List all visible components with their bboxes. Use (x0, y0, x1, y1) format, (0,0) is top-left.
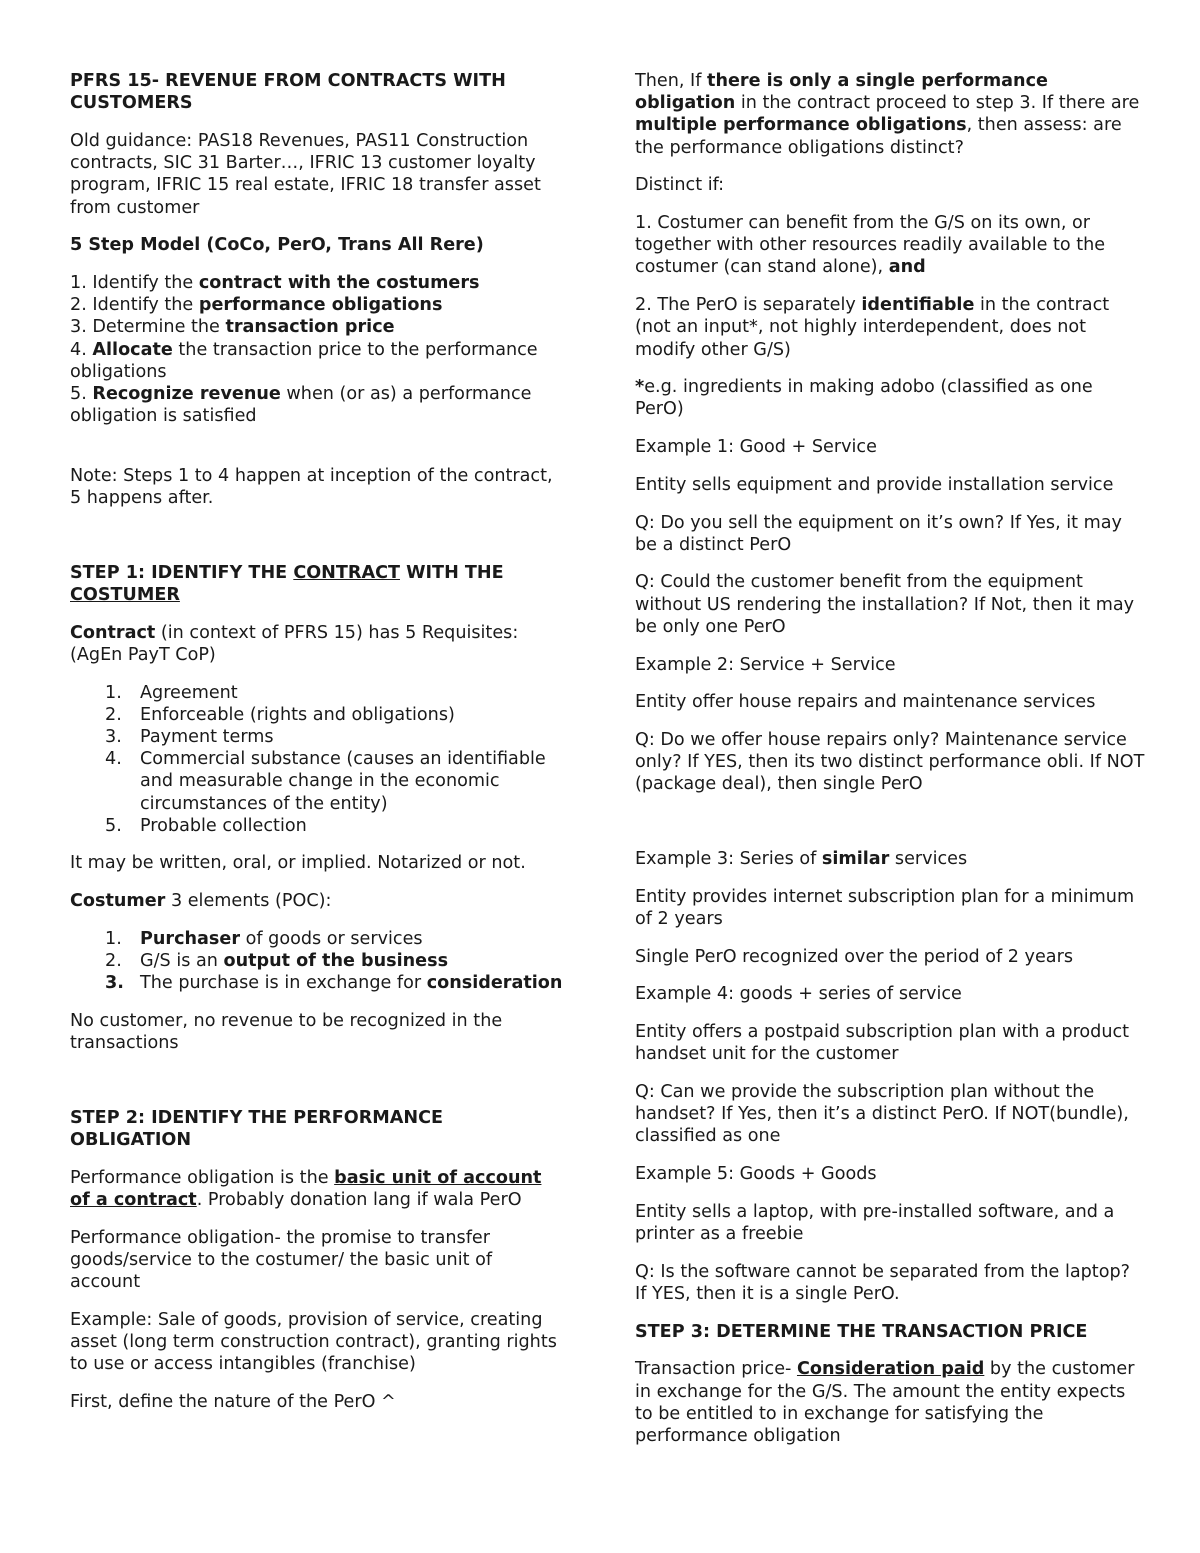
list-item: 2. G/S is an output of the business (105, 951, 449, 972)
then-paragraph: Then, If there is only a single performance obligation in the contract proceed to step 3. If there are multiple performance obligations, then assess: are the performance obligations distinct? (635, 71, 1140, 158)
example5-title: Example 5: Goods + Goods (635, 1164, 877, 1185)
example2-desc: Entity offer house repairs and maintenance services (635, 692, 1096, 713)
step-item-4: 4. Allocate the transaction price to the performance obligations (70, 339, 538, 382)
old-guidance: Old guidance: PAS18 Revenues, PAS11 Construction contracts, SIC 31 Barter…, IFRIC 13 customer loyalty program, IFRIC 15 real estate, IFRIC 18 transfer asset from customer (70, 130, 541, 218)
list-item: 4. Commercial substance (causes an identifiable and measurable change in the economic circumstances of the entity) (105, 749, 546, 814)
example4-title: Example 4: goods + series of service (635, 984, 962, 1005)
example4-desc: Entity offers a postpaid subscription plan with a product handset unit for the customer (635, 1022, 1130, 1065)
document-title: PFRS 15- REVENUE FROM CONTRACTS WITH CUSTOMERS (70, 71, 506, 114)
example5-desc: Entity sells a laptop, with pre-installed software, and a printer as a freebie (635, 1201, 1115, 1245)
list-item: 3. The purchase is in exchange for consideration (105, 973, 563, 994)
example4-q: Q: Can we provide the subscription plan without the handset? If Yes, then it’s a distinct PerO. If NOT(bundle), classified as one (635, 1082, 1129, 1147)
input-example: *e.g. ingredients in making adobo (classified as one PerO) (635, 377, 1093, 420)
list-item: 2. Enforceable (rights and obligations) (105, 704, 455, 725)
note: Note: Steps 1 to 4 happen at inception of the contract, 5 happens after. (70, 465, 553, 509)
example2-q: Q: Do we offer house repairs only? Maintenance service only? If YES, then its two distinct performance obli. If NOT (package deal), then single PerO (635, 729, 1145, 795)
example2-title: Example 2: Service + Service (635, 654, 896, 675)
step3-heading: STEP 3: DETERMINE THE TRANSACTION PRICE (635, 1321, 1088, 1342)
costumer-elements-intro: Costumer 3 elements (POC): (70, 891, 332, 912)
step-item-2: 2. Identify the performance obligations (70, 295, 443, 316)
pero-definition: Performance obligation is the basic unit of account of a contract. Probably donation lang if wala PerO (70, 1167, 542, 1211)
distinct-criterion-2: 2. The PerO is separately identifiable in the contract (not an input*, not highly interdependent, does not modify other G/S) (635, 295, 1110, 360)
example1-desc: Entity sells equipment and provide installation service (635, 474, 1114, 495)
elements-list (70, 928, 565, 995)
list-item: 5. Probable collection (105, 815, 307, 836)
model-title: 5 Step Model (CoCo, PerO, Trans All Rere) (70, 235, 484, 256)
distinct-criterion-1: 1. Costumer can benefit from the G/S on its own, or together with other resources readily available to the costumer (can stand alone), and (635, 213, 1106, 278)
no-customer-note: No customer, no revenue to be recognized in the transactions (70, 1011, 503, 1054)
list-item: 1. Agreement (105, 682, 238, 703)
contract-requisites-intro: Contract (in context of PFRS 15) has 5 Requisites: (AgEn PayT CoP) (70, 622, 519, 665)
example3-title: Example 3: Series of similar services (635, 849, 968, 870)
list-item: 3. Payment terms (105, 726, 274, 747)
step1-heading: STEP 1: IDENTIFY THE CONTRACT WITH THE COSTUMER (70, 562, 504, 605)
example1-q1: Q: Do you sell the equipment on it’s own? If Yes, it may be a distinct PerO (635, 512, 1122, 555)
list-item: 1. Purchaser of goods or services (105, 928, 423, 949)
step2-heading: STEP 2: IDENTIFY THE PERFORMANCE OBLIGATION (70, 1107, 444, 1151)
step-item-3: 3. Determine the transaction price (70, 317, 395, 338)
example5-q: Q: Is the software cannot be separated from the laptop? If YES, then it is a single PerO. (635, 1261, 1130, 1304)
pero-promise: Performance obligation- the promise to transfer goods/service to the costumer/ the basic unit of account (70, 1227, 493, 1293)
left-column (70, 70, 565, 1429)
step-item-5: 5. Recognize revenue when (or as) a performance obligation is satisfied (70, 383, 532, 427)
pero-nature: First, define the nature of the PerO ^ (70, 1391, 396, 1412)
requisites-list (70, 682, 565, 837)
step-item-1: 1. Identify the contract with the costumers (70, 272, 480, 293)
example1-q2: Q: Could the customer benefit from the equipment without US rendering the installation? If Not, then it may be only one PerO (635, 572, 1135, 637)
distinct-if: Distinct if: (635, 175, 725, 196)
example3-single: Single PerO recognized over the period of 2 years (635, 946, 1073, 967)
example3-desc: Entity provides internet subscription plan for a minimum of 2 years (635, 886, 1135, 929)
right-column (635, 70, 1145, 1463)
pero-examples: Example: Sale of goods, provision of service, creating asset (long term construction contract), granting rights to use or access intangibles (franchise) (70, 1309, 557, 1375)
example1-title: Example 1: Good + Service (635, 437, 877, 458)
steps-list (70, 272, 565, 427)
written-note: It may be written, oral, or implied. Notarized or not. (70, 853, 526, 874)
transaction-price-def: Transaction price- Consideration paid by the customer in exchange for the G/S. The amount the entity expects to be entitled to in exchange for satisfying the performance obligation (635, 1359, 1135, 1446)
